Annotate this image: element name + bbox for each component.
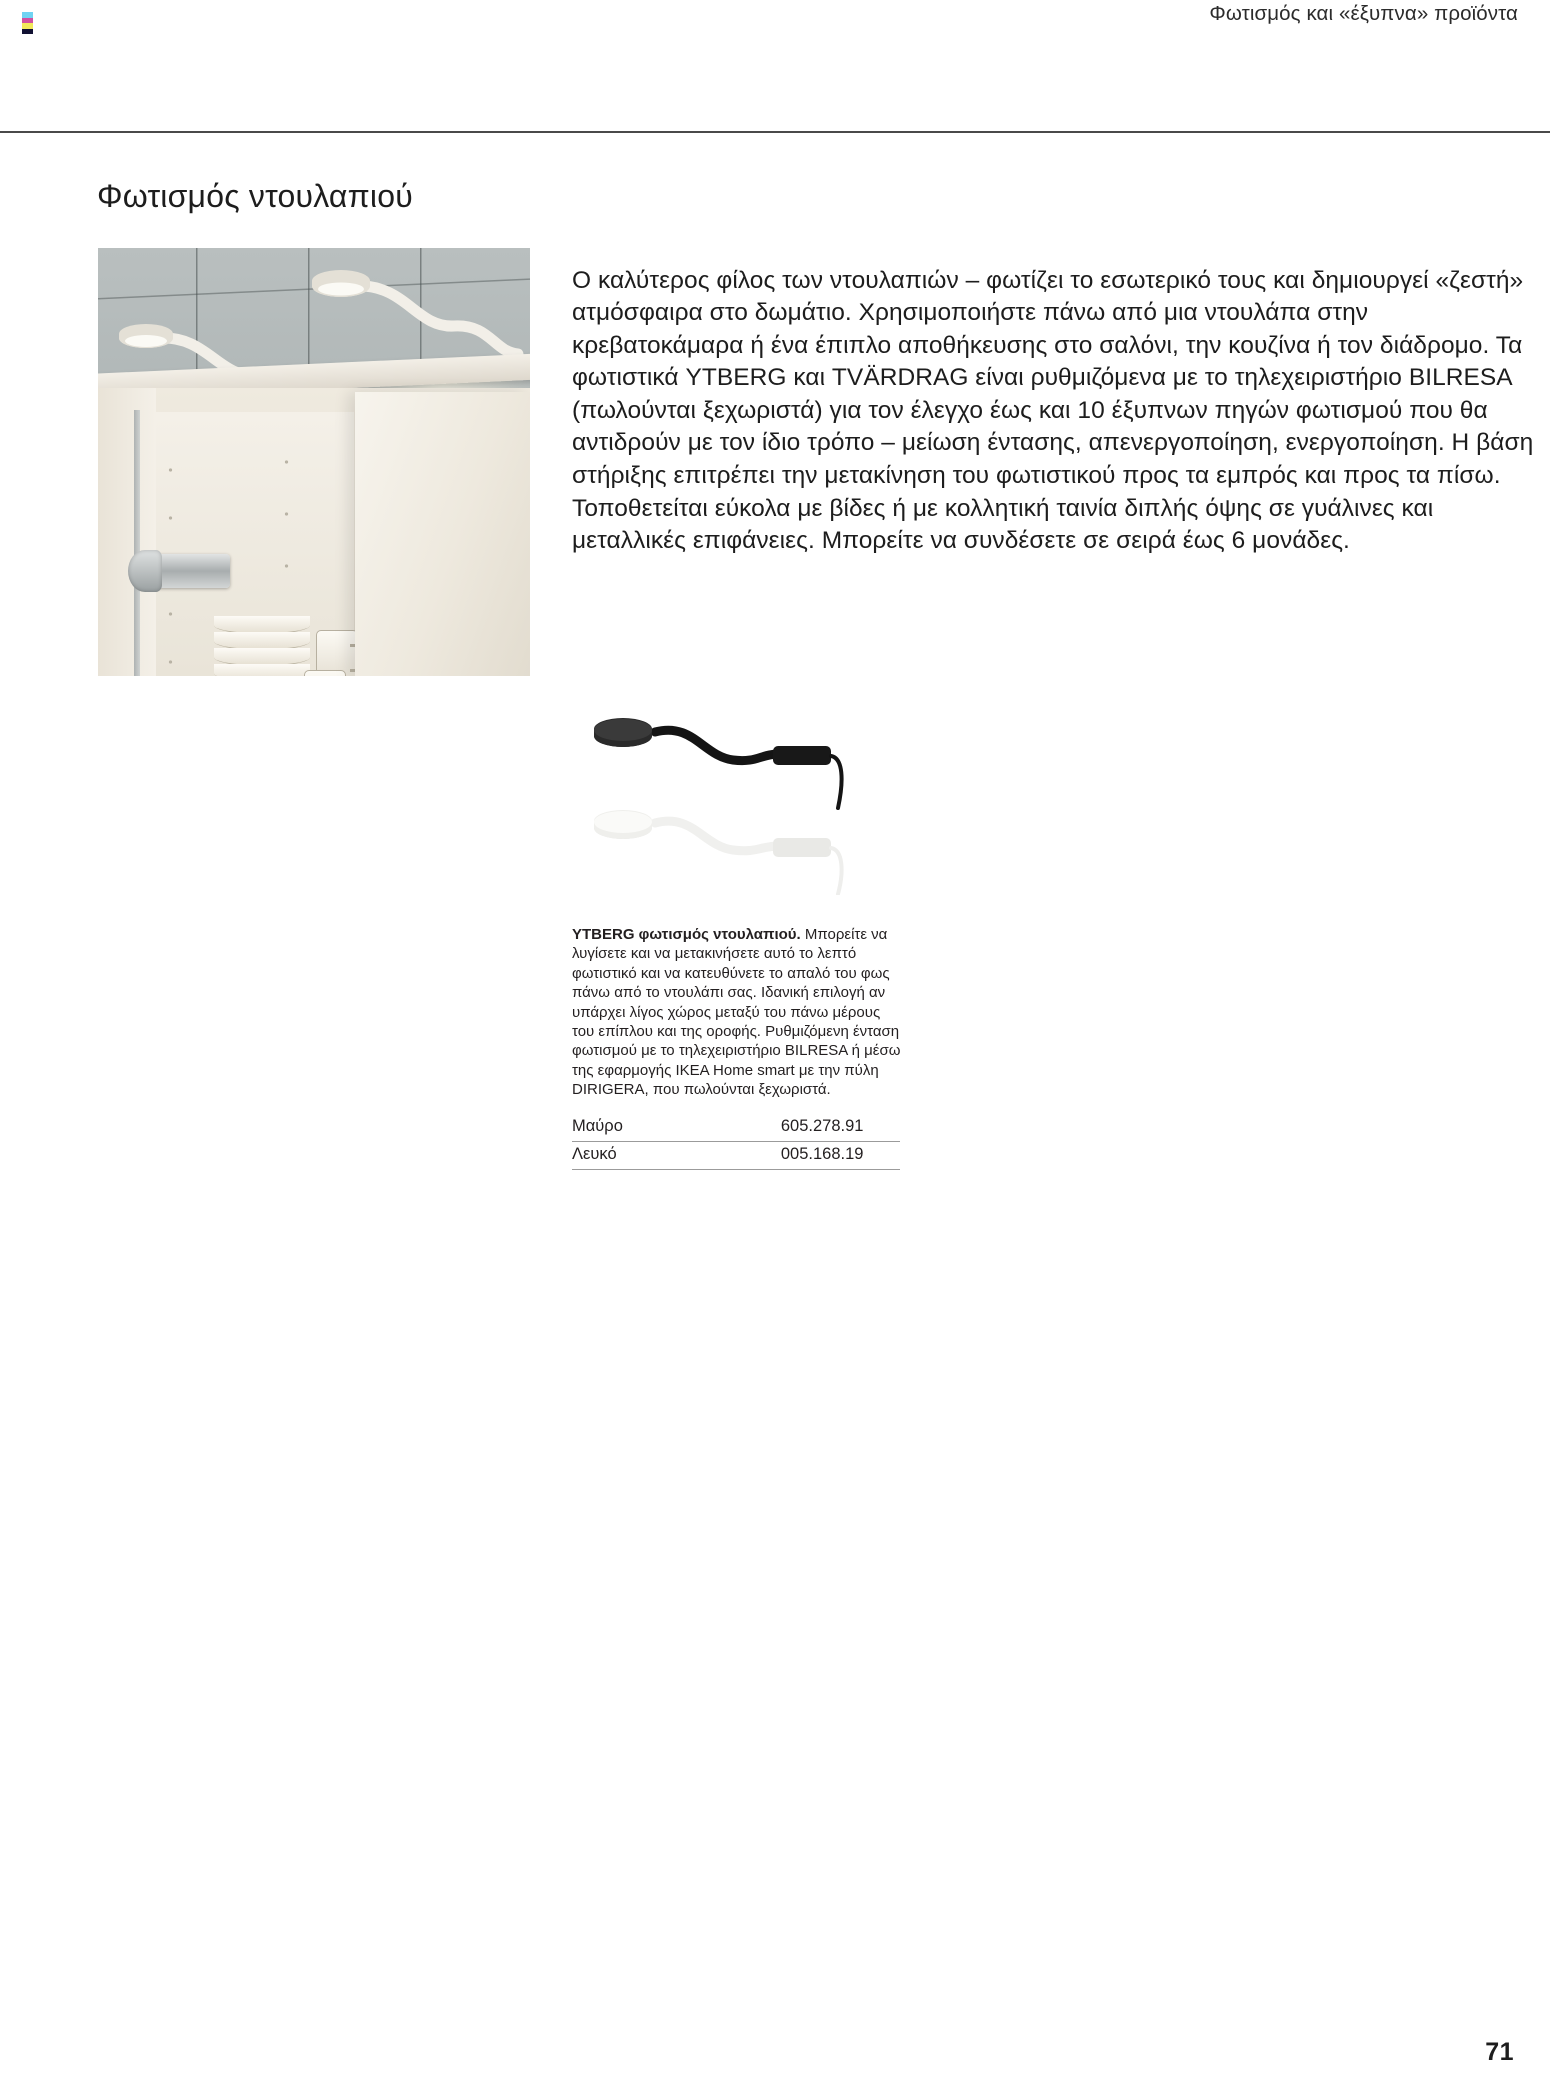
article-table-body [572, 1114, 900, 1170]
cabinet-hinge [136, 554, 230, 588]
stacked-bowls [214, 616, 310, 676]
cmyk-registration-mark [22, 12, 33, 34]
cabinet-side-wall [98, 388, 156, 676]
product-name: YTBERG φωτισμός ντουλαπιού. [572, 926, 801, 943]
cabinet-body [98, 388, 530, 676]
page-title: Φωτισμός ντουλαπιού [97, 178, 413, 214]
mug-front [304, 670, 346, 676]
table-row [572, 1142, 900, 1170]
article-number-table [572, 1114, 900, 1170]
reg-stripe-black [22, 29, 33, 35]
intro-paragraph: Ο καλύτερος φίλος των ντουλαπιών – φωτίζει το εσωτερικό τους και δημιουργεί «ζεστή» ατμόσφαιρα στο δωμάτιο. Χρησιμοποιήστε πάνω από μια ντουλάπα στην κρεβατοκάμαρα ή ένα έπιπλο αποθήκευσης στο σαλόνι, την κουζίνα ή τον διάδρομο. Τα φωτιστικά YTBERG και TVÄRDRAG είναι ρυθμιζόμενα με το τηλεχειριστήριο BILRESA (πωλούνται ξεχωριστά) για τον έλεγχο έως και 10 έξυπνων πηγών φωτισμού που θα αντιδρούν με τον ίδιο τρόπο – μείωση έντασης, απενεργοποίηση, ενεργοποίηση. Η βάση στήριξης επιτρέπει την μετακίνηση του φωτιστικού προς τα εμπρός και προς τα πίσω. Τοποθετείται εύκολα με βίδες ή με κολλητική ταινία διπλής όψης σε γυάλινες και μεταλλικές επιφάνειες. Μπορείτε να συνδέσετε σε σειρά έως 6 μονάδες. [572, 266, 1534, 555]
header-divider [0, 131, 1550, 133]
table-row [572, 1114, 900, 1142]
product-photo-ytberg [565, 680, 895, 895]
product-description: Μπορείτε να λυγίσετε και να μετακινήσετε αυτό το λεπτό φωτιστικό και να κατευθύνετε το απαλό του φως πάνω από το ντουλάπι σας. Ιδανική επιλογή αν υπάρχει λίγος χώρος μεταξύ του πάνω μέρους του επίπλου και της οροφής. Ρυθμιζόμενη ένταση φωτισμού με το τηλεχειριστήριο BILRESA ή μέσω της εφαρμογής IKEA Home smart με την πύλη DIRIGERA, που πωλούνται ξεχωριστά. [572, 926, 901, 1099]
running-header: Φωτισμός και «έξυπνα» προϊόντα [1209, 2, 1518, 25]
cabinet-rail [134, 410, 140, 676]
variant-color: Λευκό [572, 1142, 631, 1170]
cabinet-door [355, 392, 530, 676]
variant-color: Μαύρο [572, 1114, 631, 1142]
variant-article-no: 005.168.19 [631, 1142, 900, 1170]
variant-article-no: 605.278.91 [631, 1114, 900, 1142]
product-caption [572, 925, 902, 1100]
room-photo [98, 248, 530, 676]
page-number: 71 [1485, 2038, 1514, 2066]
